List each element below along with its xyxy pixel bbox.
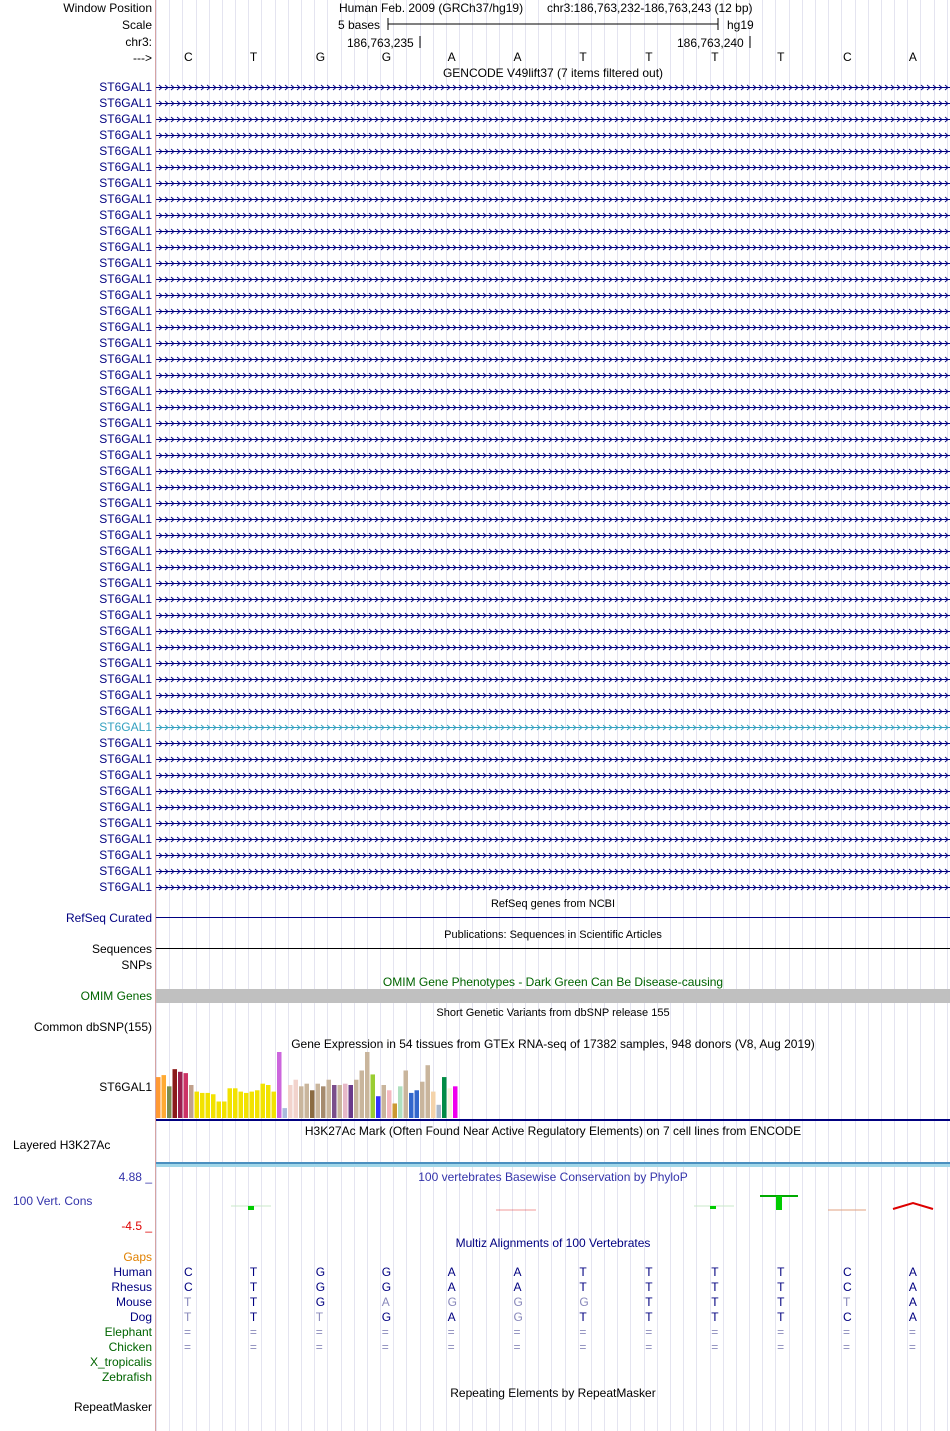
gencode-transcript-label[interactable]: ST6GAL1 [99, 256, 152, 270]
reference-base: A [513, 50, 522, 64]
reference-base: C [184, 50, 193, 64]
gtex-tissue-bar[interactable] [349, 1085, 354, 1118]
aligned-base: T [184, 1310, 192, 1324]
aligned-base: = [579, 1325, 587, 1339]
scale-bar-text: 5 bases [338, 18, 381, 32]
aligned-base: G [513, 1310, 523, 1324]
aligned-base: C [184, 1265, 193, 1279]
aligned-base: C [843, 1265, 852, 1279]
reference-base: T [249, 50, 258, 64]
aligned-base: T [645, 1265, 653, 1279]
aligned-base: = [381, 1340, 389, 1354]
gencode-transcript-label[interactable]: ST6GAL1 [99, 864, 152, 878]
gencode-transcript-label[interactable]: ST6GAL1 [99, 224, 152, 238]
aligned-base: A [447, 1280, 456, 1294]
species-label[interactable]: X_tropicalis [89, 1355, 152, 1369]
gtex-tissue-bar[interactable] [239, 1092, 244, 1118]
gtex-tissue-bar[interactable] [426, 1065, 431, 1118]
gencode-track-title: GENCODE V49lift37 (7 items filtered out) [442, 66, 664, 80]
gencode-transcript-label[interactable]: ST6GAL1 [99, 544, 152, 558]
gencode-transcript-label[interactable]: ST6GAL1 [99, 368, 152, 382]
gtex-tissue-bar[interactable] [283, 1108, 288, 1118]
reference-base: T [711, 50, 719, 64]
aligned-base: = [447, 1340, 455, 1354]
gtex-tissue-bar[interactable] [420, 1082, 425, 1118]
gtex-tissue-bar[interactable] [431, 1092, 436, 1118]
gtex-tissue-bar[interactable] [272, 1092, 277, 1118]
gaps-track-label[interactable]: Gaps [123, 1250, 152, 1264]
aligned-base: T [711, 1280, 719, 1294]
aligned-base: A [908, 1265, 917, 1279]
gencode-transcript-label[interactable]: ST6GAL1 [99, 688, 152, 702]
gencode-transcript-label[interactable]: ST6GAL1 [99, 80, 152, 94]
species-label[interactable]: Zebrafish [101, 1370, 152, 1384]
aligned-base: A [381, 1295, 390, 1309]
gencode-transcript-label[interactable]: ST6GAL1 [99, 432, 152, 446]
refseq-track-label[interactable]: RefSeq Curated [65, 911, 152, 925]
gtex-tissue-bar[interactable] [211, 1094, 216, 1118]
gencode-transcript-label[interactable]: ST6GAL1 [99, 112, 152, 126]
gtex-tissue-bar[interactable] [233, 1088, 238, 1118]
aligned-base: = [908, 1325, 916, 1339]
aligned-base: G [315, 1265, 326, 1279]
aligned-base: G [381, 1310, 392, 1324]
gencode-transcript-label[interactable]: ST6GAL1 [99, 704, 152, 718]
gtex-tissue-bar[interactable] [167, 1086, 172, 1118]
gtex-tissue-bar[interactable] [217, 1102, 222, 1119]
refseq-gene-line[interactable] [156, 917, 950, 918]
gtex-tissue-bar[interactable] [442, 1077, 447, 1118]
pubs-sequence-line[interactable] [156, 948, 950, 949]
phylop-signal[interactable] [156, 1185, 950, 1230]
species-label[interactable]: Mouse [115, 1295, 152, 1309]
aligned-base: T [777, 1295, 785, 1309]
aligned-base: A [447, 1265, 456, 1279]
gencode-transcript-label[interactable]: ST6GAL1 [99, 672, 152, 686]
gtex-tissue-bar[interactable] [288, 1085, 293, 1118]
gencode-transcript-label[interactable]: ST6GAL1 [99, 640, 152, 654]
gencode-transcript-label[interactable]: ST6GAL1 [99, 176, 152, 190]
aligned-base: G [381, 1280, 392, 1294]
phylop-track-label[interactable]: 100 Vert. Cons [13, 1194, 93, 1208]
aligned-base: = [315, 1325, 323, 1339]
reference-base: T [645, 50, 653, 64]
aligned-base: A [908, 1310, 917, 1324]
gtex-tissue-bar[interactable] [222, 1102, 227, 1119]
aligned-base: = [249, 1325, 257, 1339]
aligned-base: A [513, 1265, 522, 1279]
gtex-tissue-bar[interactable] [266, 1085, 271, 1118]
aligned-base: = [711, 1325, 719, 1339]
reference-base: A [908, 50, 917, 64]
gencode-transcript-label[interactable]: ST6GAL1 [99, 416, 152, 430]
coord-tick-1: 186,763,235 [347, 36, 414, 50]
gtex-tissue-bar[interactable] [173, 1069, 178, 1118]
rmsk-track-title: Repeating Elements by RepeatMasker [450, 1386, 656, 1400]
gencode-transcript-label[interactable]: ST6GAL1 [99, 288, 152, 302]
multiz-track-title: Multiz Alignments of 100 Vertebrates [455, 1236, 651, 1250]
aligned-base: T [645, 1295, 653, 1309]
species-label[interactable]: Dog [129, 1310, 152, 1324]
dbsnp-track-label[interactable]: Common dbSNP(155) [33, 1020, 152, 1034]
gtex-tissue-bar[interactable] [250, 1092, 255, 1118]
aligned-base: T [579, 1280, 587, 1294]
reference-base: A [447, 50, 456, 64]
aligned-base: A [908, 1280, 917, 1294]
gtex-tissue-bar[interactable] [162, 1075, 167, 1118]
omim-track-title: OMIM Gene Phenotypes - Dark Green Can Be Disease-causing [382, 975, 724, 989]
assembly-text: Human Feb. 2009 (GRCh37/hg19) [339, 1, 524, 15]
gencode-transcript-label[interactable]: ST6GAL1 [99, 768, 152, 782]
gtex-tissue-bar[interactable] [409, 1093, 414, 1118]
aligned-base: G [447, 1295, 457, 1309]
gencode-transcript-label[interactable]: ST6GAL1 [99, 336, 152, 350]
gencode-transcript-label[interactable]: ST6GAL1 [99, 784, 152, 798]
aligned-base: = [777, 1340, 785, 1354]
gtex-tissue-bar[interactable] [195, 1092, 200, 1118]
phylop-track-title: 100 vertebrates Basewise Conservation by PhyloP [418, 1170, 688, 1184]
gtex-tissue-bar[interactable] [398, 1086, 403, 1118]
gtex-tissue-bar[interactable] [448, 1088, 453, 1118]
aligned-base: T [249, 1280, 258, 1294]
aligned-base: = [315, 1340, 323, 1354]
gtex-tissue-bar[interactable] [404, 1070, 409, 1118]
gencode-transcript-label[interactable]: ST6GAL1 [99, 736, 152, 750]
aligned-base: = [711, 1340, 719, 1354]
gencode-transcript-label[interactable]: ST6GAL1 [99, 192, 152, 206]
species-label[interactable]: Elephant [104, 1325, 152, 1339]
reference-base: G [315, 50, 326, 64]
dbsnp-track-title: Short Genetic Variants from dbSNP release 155 [436, 1007, 670, 1019]
gtex-tissue-bar[interactable] [343, 1084, 348, 1118]
gencode-transcript-label[interactable]: ST6GAL1 [99, 96, 152, 110]
position-text: chr3:186,763,232-186,763,243 (12 bp) [547, 1, 753, 15]
omim-track-label[interactable]: OMIM Genes [80, 989, 152, 1003]
gtex-tissue-bar[interactable] [310, 1090, 315, 1118]
aligned-base: = [843, 1325, 851, 1339]
aligned-base: = [908, 1340, 916, 1354]
gencode-transcript-label[interactable]: ST6GAL1 [99, 304, 152, 318]
track-image-area[interactable] [156, 0, 950, 1431]
gtex-tissue-bar[interactable] [305, 1084, 310, 1118]
gencode-transcript-label[interactable]: ST6GAL1 [99, 464, 152, 478]
gtex-tissue-bar[interactable] [277, 1052, 282, 1118]
gencode-transcript-label[interactable]: ST6GAL1 [99, 128, 152, 142]
window-position-label[interactable]: Window Position [63, 1, 152, 15]
gencode-transcript-label[interactable]: ST6GAL1 [99, 528, 152, 542]
h3k27ac-track-title: H3K27Ac Mark (Often Found Near Active Regulatory Elements) on 7 cell lines from ENCODE [304, 1124, 802, 1138]
gtex-tissue-bar[interactable] [371, 1074, 376, 1118]
gencode-transcript-label[interactable]: ST6GAL1 [99, 320, 152, 334]
aligned-base: C [843, 1280, 852, 1294]
gencode-transcript-label[interactable]: ST6GAL1 [99, 592, 152, 606]
phylop-min-label: -4.5 _ [121, 1219, 152, 1233]
aligned-base: = [381, 1325, 389, 1339]
reference-base: C [843, 50, 852, 64]
gencode-track[interactable] [156, 80, 950, 896]
track-label-column [0, 0, 155, 1431]
aligned-base: A [513, 1280, 522, 1294]
aligned-base: = [645, 1325, 653, 1339]
gtex-tissue-bar[interactable] [189, 1085, 194, 1118]
gtex-tissue-bar[interactable] [376, 1096, 381, 1118]
db-text: hg19 [727, 18, 754, 32]
gencode-transcript-label[interactable]: ST6GAL1 [99, 608, 152, 622]
aligned-base: T [777, 1280, 785, 1294]
gtex-tissue-bar[interactable] [299, 1086, 304, 1118]
gtex-tissue-bar[interactable] [321, 1086, 326, 1118]
h3k27ac-track-label[interactable]: Layered H3K27Ac [13, 1138, 111, 1152]
gtex-tissue-bar[interactable] [184, 1073, 189, 1118]
gtex-tissue-bar[interactable] [327, 1080, 332, 1118]
aligned-base: G [513, 1295, 523, 1309]
gencode-transcript-label[interactable]: ST6GAL1 [99, 352, 152, 366]
reference-base: T [777, 50, 785, 64]
h3k27ac-signal-shade [156, 1164, 950, 1167]
aligned-base: A [447, 1310, 456, 1324]
gtex-tissue-bar[interactable] [261, 1084, 266, 1118]
chrom-label[interactable]: chr3: [125, 35, 152, 49]
gtex-tissue-bar[interactable] [365, 1052, 370, 1118]
gencode-transcript-label[interactable]: ST6GAL1 [99, 496, 152, 510]
gencode-transcript-label[interactable]: ST6GAL1 [99, 208, 152, 222]
gtex-tissue-bar[interactable] [338, 1085, 343, 1118]
aligned-base: G [315, 1295, 326, 1309]
gtex-baseline [156, 1119, 950, 1121]
scale-bar-graphic [156, 0, 950, 60]
gencode-transcript-label[interactable]: ST6GAL1 [99, 624, 152, 638]
aligned-base: = [777, 1325, 785, 1339]
gtex-tissue-bar[interactable] [206, 1093, 211, 1118]
gtex-expression-bars[interactable] [156, 1050, 556, 1118]
aligned-base: T [843, 1295, 851, 1309]
gtex-tissue-bar[interactable] [228, 1088, 233, 1118]
aligned-base: = [184, 1340, 192, 1354]
gencode-transcript-label[interactable]: ST6GAL1 [99, 656, 152, 670]
gencode-transcript-label[interactable]: ST6GAL1 [99, 272, 152, 286]
gtex-tissue-bar[interactable] [255, 1090, 260, 1118]
aligned-base: = [447, 1325, 455, 1339]
aligned-base: = [513, 1340, 521, 1354]
species-label[interactable]: Chicken [108, 1340, 152, 1354]
aligned-base: T [249, 1295, 258, 1309]
aligned-base: = [513, 1325, 521, 1339]
strand-toggle[interactable]: ---> [133, 51, 152, 65]
aligned-base: C [184, 1280, 193, 1294]
gtex-tissue-bar[interactable] [453, 1086, 458, 1118]
aligned-base: = [579, 1340, 587, 1354]
gencode-transcript-label[interactable]: ST6GAL1 [99, 512, 152, 526]
gencode-transcript-label[interactable]: ST6GAL1 [99, 816, 152, 830]
aligned-base: T [711, 1265, 719, 1279]
gtex-tissue-bar[interactable] [294, 1080, 299, 1118]
species-label[interactable]: Rhesus [111, 1280, 152, 1294]
repeatmasker-track-label[interactable]: RepeatMasker [73, 1400, 152, 1414]
aligned-base: G [315, 1280, 326, 1294]
gtex-tissue-bar[interactable] [156, 1077, 161, 1118]
gencode-transcript-label[interactable]: ST6GAL1 [99, 560, 152, 574]
snps-track-label[interactable]: SNPs [121, 958, 152, 972]
aligned-base: = [843, 1340, 851, 1354]
aligned-base: = [645, 1340, 653, 1354]
gencode-transcript-label[interactable]: ST6GAL1 [99, 720, 152, 734]
aligned-base: T [249, 1310, 258, 1324]
gencode-transcript-label[interactable]: ST6GAL1 [99, 480, 152, 494]
aligned-base: T [184, 1295, 192, 1309]
gtex-gene-label[interactable]: ST6GAL1 [99, 1080, 152, 1094]
coord-tick-2: 186,763,240 [677, 36, 744, 50]
aligned-base: T [777, 1265, 785, 1279]
aligned-base: T [645, 1310, 653, 1324]
species-label[interactable]: Human [113, 1265, 152, 1279]
gtex-tissue-bar[interactable] [393, 1103, 398, 1118]
gencode-transcript-label[interactable]: ST6GAL1 [99, 400, 152, 414]
gtex-tissue-bar[interactable] [244, 1093, 249, 1118]
reference-base: T [579, 50, 587, 64]
aligned-base: A [908, 1295, 917, 1309]
aligned-base: T [249, 1265, 258, 1279]
gencode-transcript-label[interactable]: ST6GAL1 [99, 448, 152, 462]
aligned-base: T [711, 1310, 719, 1324]
aligned-base: T [711, 1295, 719, 1309]
aligned-base: T [645, 1280, 653, 1294]
pubs-track-title: Publications: Sequences in Scientific Articles [444, 929, 662, 941]
gtex-tissue-bar[interactable] [316, 1084, 321, 1118]
gencode-transcript-label[interactable]: ST6GAL1 [99, 848, 152, 862]
sequences-track-label[interactable]: Sequences [91, 942, 152, 956]
omim-gene-bar[interactable] [156, 989, 950, 1003]
gencode-transcript-label[interactable]: ST6GAL1 [99, 240, 152, 254]
aligned-base: = [249, 1340, 257, 1354]
aligned-base: T [777, 1310, 785, 1324]
gtex-tissue-bar[interactable] [382, 1085, 387, 1118]
aligned-base: G [579, 1295, 589, 1309]
gencode-transcript-label[interactable]: ST6GAL1 [99, 144, 152, 158]
gencode-transcript-label[interactable]: ST6GAL1 [99, 800, 152, 814]
gtex-tissue-bar[interactable] [178, 1072, 183, 1118]
gencode-transcript-label[interactable]: ST6GAL1 [99, 880, 152, 894]
gtex-tissue-bar[interactable] [437, 1105, 442, 1118]
aligned-base: T [579, 1265, 587, 1279]
gtex-tissue-bar[interactable] [354, 1080, 359, 1118]
gtex-tissue-bar[interactable] [200, 1093, 205, 1118]
refseq-track-title: RefSeq genes from NCBI [490, 898, 616, 910]
aligned-base: = [184, 1325, 192, 1339]
gtex-tissue-bar[interactable] [387, 1090, 392, 1118]
gtex-tissue-bar[interactable] [415, 1090, 420, 1118]
aligned-base: G [381, 1265, 392, 1279]
gencode-transcript-label[interactable]: ST6GAL1 [99, 832, 152, 846]
gencode-transcript-label[interactable]: ST6GAL1 [99, 576, 152, 590]
reference-base: G [381, 50, 392, 64]
aligned-base: C [843, 1310, 852, 1324]
phylop-max-label: 4.88 _ [118, 1170, 152, 1184]
scale-label[interactable]: Scale [121, 18, 152, 32]
gencode-transcript-label[interactable]: ST6GAL1 [99, 160, 152, 174]
gtex-track-title: Gene Expression in 54 tissues from GTEx RNA-seq of 17382 samples, 948 donors (V8, Aug 2019) [291, 1037, 815, 1051]
aligned-base: T [579, 1310, 587, 1324]
gencode-transcript-label[interactable]: ST6GAL1 [99, 752, 152, 766]
gtex-tissue-bar[interactable] [360, 1070, 365, 1118]
gtex-tissue-bar[interactable] [332, 1085, 337, 1118]
gencode-transcript-label[interactable]: ST6GAL1 [99, 384, 152, 398]
aligned-base: T [315, 1310, 324, 1324]
